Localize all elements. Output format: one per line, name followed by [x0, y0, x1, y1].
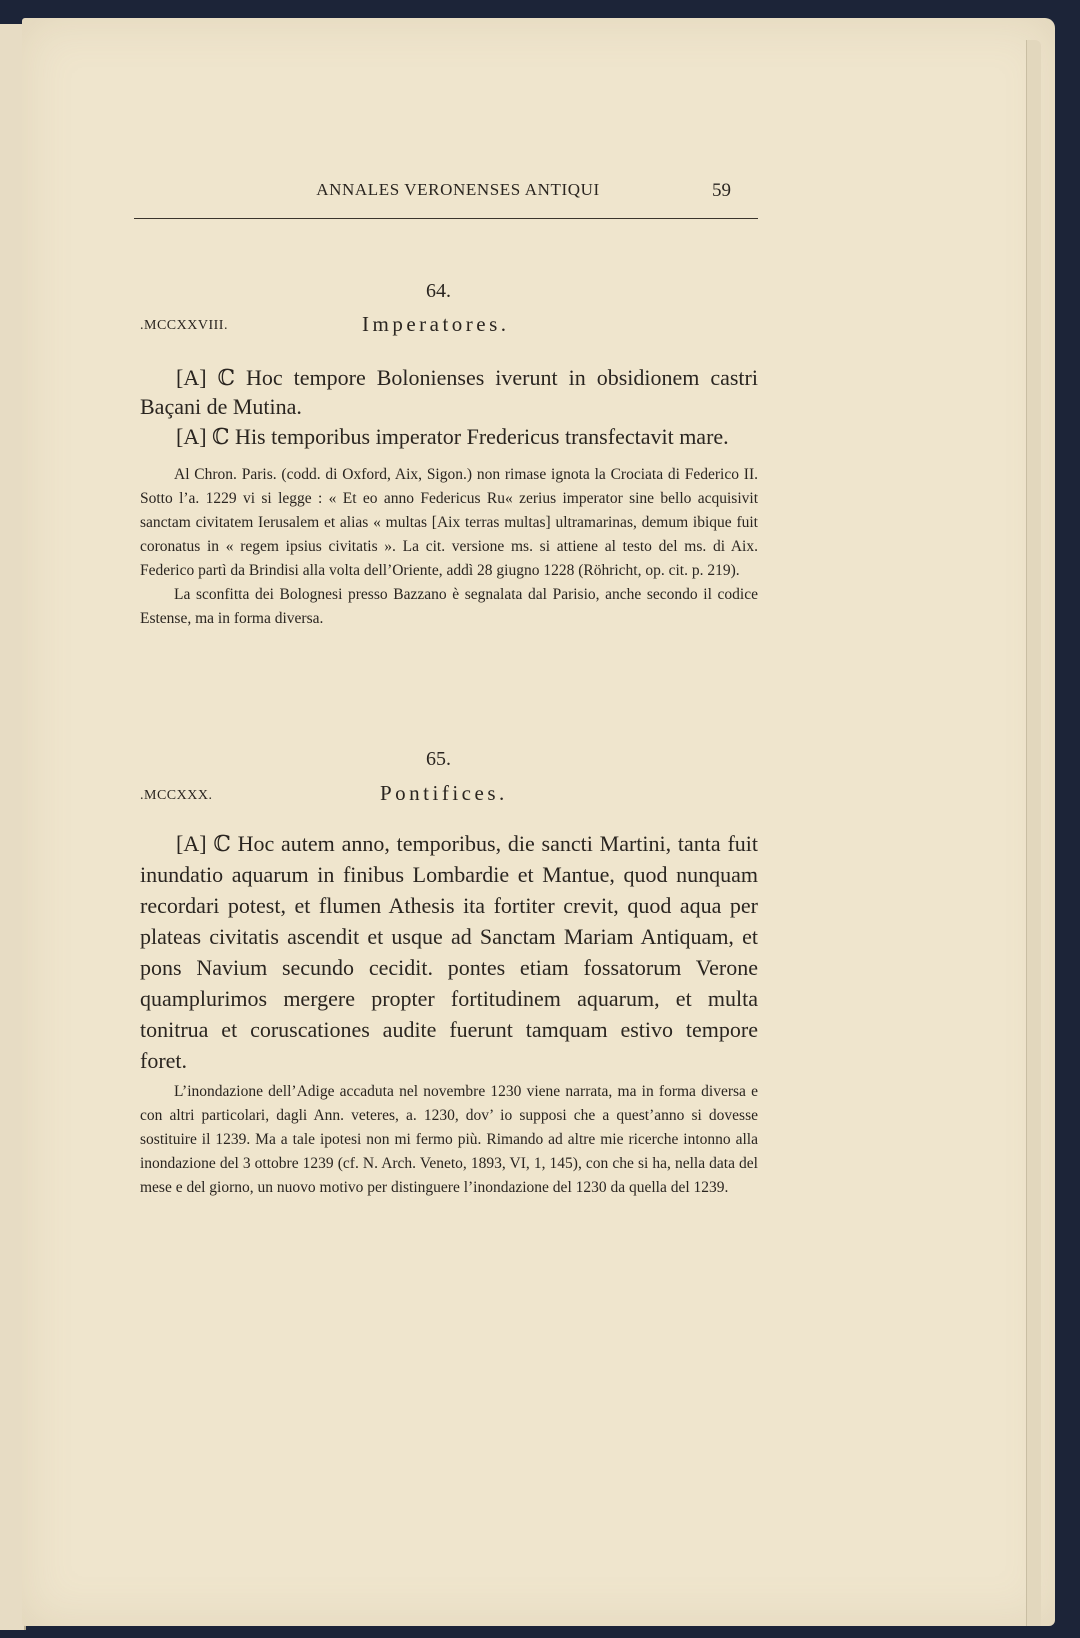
entry-64-year: .MCCXXVIII. — [140, 318, 228, 333]
entry-64-note-2: La sconfitta dei Bolognesi presso Bazzano è segnalata dal Parisio, anche secondo il codice Estense, ma in forma diversa. — [140, 586, 758, 627]
entry-64-note-1: Al Chron. Paris. (codd. di Oxford, Aix, Sigon.) non rimase ignota la Crociata di Federico II. Sotto l’a. 1229 vi si legge : « Et eo anno Federicus Ru« zerius imperator sine bello acquisivit sanctam civitatem Ierusalem et alias « multas [Aix terras multas] ultramarinas, demum ibique fuit coronatus in « regem ipsius civitatis ». La cit. versione ms. si attiene al testo del ms. di Aix. Federico partì da Brindisi alla volta dell’Oriente, addì 28 giugno 1228 (Röhricht, op. cit. p. 219). — [140, 466, 758, 579]
entry-65-year: .MCCXXX. — [140, 788, 213, 803]
header-rule — [134, 218, 758, 219]
entry-65-para-1-text: [A] ℂ Hoc autem anno, temporibus, die sancti Martini, tanta fuit inundatio aquarum in finibus Lombardie et Mantue, quod nunquam recordari potest, et flumen Athesis ita fortiter crevit, quod aqua per plateas civitatis ascendit et usque ad Sanctam Mariam Antiquam, et pons Navium secundo cecidit. pontes etiam fossatorum Verone quamplurimos mergere propter fortitudinem aquarum, et multa tonitrua et coruscationes audite fuerunt tamquam estivo tempore foret. — [140, 831, 758, 1073]
page-fore-edge — [1026, 40, 1041, 1626]
entry-64-para-1-text: [A] ℂ Hoc tempore Bolonienses iverunt in obsidionem castri Baçani de Mutina. — [140, 365, 758, 419]
book-page — [22, 18, 1055, 1626]
entry-65-number: 65. — [426, 748, 451, 770]
entry-64-note — [140, 463, 758, 631]
entry-64-number: 64. — [426, 280, 451, 302]
entry-65-title: Pontifices. — [380, 781, 508, 805]
entry-64-para-2-text: [A] ℂ His temporibus imperator Fredericus transfectavit mare. — [176, 424, 729, 449]
entry-65-note — [140, 1080, 758, 1200]
entry-64-paragraph-1 — [140, 363, 758, 421]
page-number: 59 — [712, 180, 731, 201]
entry-64-title: Imperatores. — [362, 312, 510, 336]
entry-65-paragraph-1 — [140, 828, 758, 1076]
entry-64-paragraph-2 — [140, 422, 758, 451]
running-title: ANNALES VERONENSES ANTIQUI — [316, 180, 600, 199]
entry-65-note-1: L’inondazione dell’Adige accaduta nel novembre 1230 viene narrata, ma in forma diversa e con altri particolari, dagli Ann. veteres, a. 1230, dov’ io supposi che a quest’anno si dovesse sostituire il 1239. Ma a tale ipotesi non mi fermo più. Rimando ad altre mie ricerche intonno alla inondazione del 3 ottobre 1239 (cf. N. Arch. Veneto, 1893, VI, 1, 145), con che si ha, nella data del mese e del giorno, un nuovo motivo per distinguere l’inondazione del 1230 da quella del 1239. — [140, 1083, 758, 1196]
